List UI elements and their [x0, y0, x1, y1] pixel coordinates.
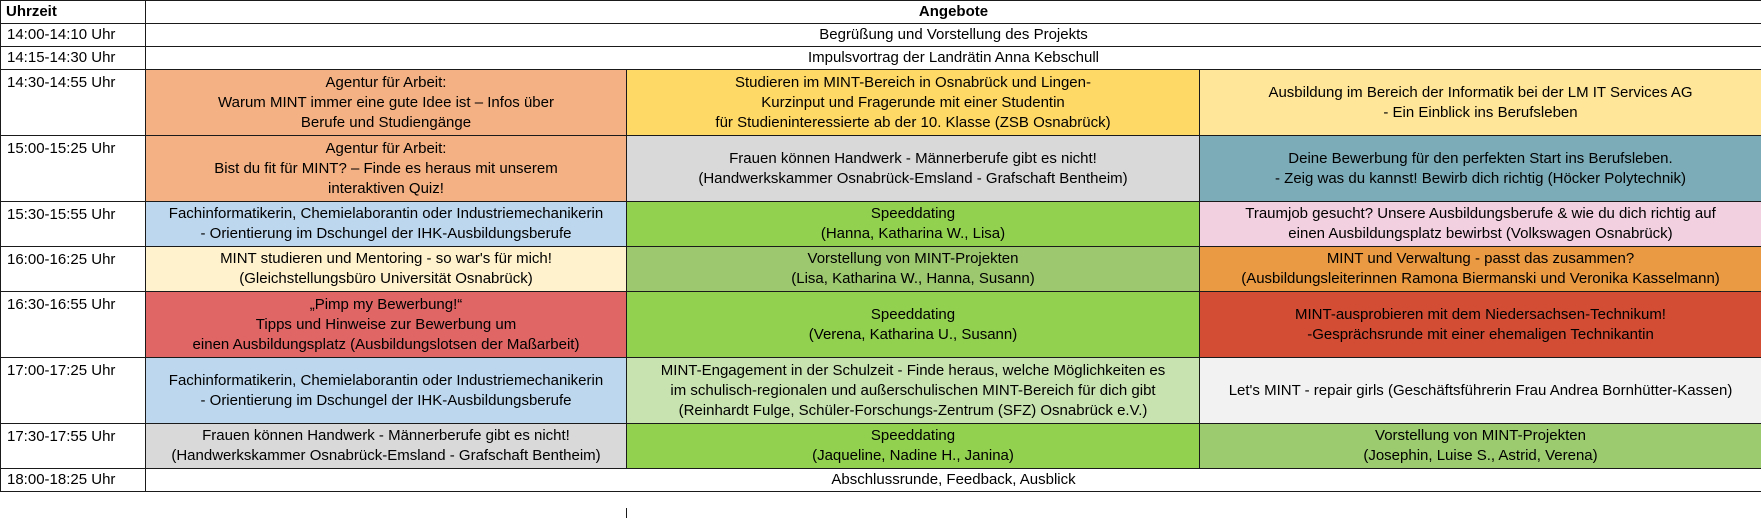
time-slot: 16:00-16:25 Uhr — [1, 247, 146, 292]
time-slot: 17:00-17:25 Uhr — [1, 358, 146, 424]
session-cell: Let's MINT - repair girls (Geschäftsführerin Frau Andrea Bornhütter-Kassen) — [1200, 358, 1761, 424]
grid-line — [626, 508, 627, 518]
schedule-row — [1, 469, 1761, 492]
time-slot: 15:30-15:55 Uhr — [1, 202, 146, 247]
time-slot: 18:00-18:25 Uhr — [1, 469, 146, 492]
session-cell: Ausbildung im Bereich der Informatik bei der LM IT Services AG - Ein Einblick ins Berufsleben — [1200, 70, 1761, 136]
session-cell: Traumjob gesucht? Unsere Ausbildungsberufe & wie du dich richtig auf einen Ausbildungsplatz bewirbst (Volkswagen Osnabrück) — [1200, 202, 1761, 247]
plenary-session: Begrüßung und Vorstellung des Projekts — [146, 24, 1761, 47]
time-slot: 14:15-14:30 Uhr — [1, 47, 146, 70]
schedule-row — [1, 292, 1761, 358]
session-cell: Vorstellung von MINT-Projekten (Lisa, Katharina W., Hanna, Susann) — [627, 247, 1200, 292]
session-cell: Studieren im MINT-Bereich in Osnabrück und Lingen- Kurzinput und Fragerunde mit einer Studentin für Studieninteressierte ab der 10. Klasse (ZSB Osnabrück) — [627, 70, 1200, 136]
header-offers: Angebote — [146, 1, 1761, 24]
session-cell: Agentur für Arbeit: Bist du fit für MINT? – Finde es heraus mit unserem interaktiven Quiz! — [146, 136, 627, 202]
session-cell: Fachinformatikerin, Chemielaborantin oder Industriemechanikerin - Orientierung im Dschungel der IHK-Ausbildungsberufe — [146, 202, 627, 247]
schedule-row — [1, 136, 1761, 202]
session-cell: Speeddating (Verena, Katharina U., Susann) — [627, 292, 1200, 358]
session-cell: MINT-ausprobieren mit dem Niedersachsen-Technikum! -Gesprächsrunde mit einer ehemaligen Technikantin — [1200, 292, 1761, 358]
time-slot: 14:30-14:55 Uhr — [1, 70, 146, 136]
plenary-session: Abschlussrunde, Feedback, Ausblick — [146, 469, 1761, 492]
session-cell: Speeddating (Hanna, Katharina W., Lisa) — [627, 202, 1200, 247]
schedule-row — [1, 47, 1761, 70]
schedule-row — [1, 247, 1761, 292]
time-slot: 16:30-16:55 Uhr — [1, 292, 146, 358]
plenary-session: Impulsvortrag der Landrätin Anna Kebschull — [146, 47, 1761, 70]
session-cell: Vorstellung von MINT-Projekten (Josephin, Luise S., Astrid, Verena) — [1200, 424, 1761, 469]
session-cell: Frauen können Handwerk - Männerberufe gibt es nicht! (Handwerkskammer Osnabrück-Emsland - Grafschaft Bentheim) — [146, 424, 627, 469]
session-cell: MINT und Verwaltung - passt das zusammen? (Ausbildungsleiterinnen Ramona Biermanski und Veronika Kasselmann) — [1200, 247, 1761, 292]
schedule-row — [1, 202, 1761, 247]
time-slot: 17:30-17:55 Uhr — [1, 424, 146, 469]
header-row — [1, 1, 1761, 24]
session-cell: MINT-Engagement in der Schulzeit - Finde heraus, welche Möglichkeiten es im schulisch-regionalen und außerschulischen MINT-Bereich für dich gibt (Reinhardt Fulge, Schüler-Forschungs-Zentrum (SFZ) Osnabrück e.V.) — [627, 358, 1200, 424]
header-time: Uhrzeit — [1, 1, 146, 24]
schedule-row — [1, 24, 1761, 47]
session-cell: Speeddating (Jaqueline, Nadine H., Janina) — [627, 424, 1200, 469]
session-cell: „Pimp my Bewerbung!“ Tipps und Hinweise zur Bewerbung um einen Ausbildungsplatz (Ausbildungslotsen der Maßarbeit) — [146, 292, 627, 358]
time-slot: 15:00-15:25 Uhr — [1, 136, 146, 202]
session-cell: Frauen können Handwerk - Männerberufe gibt es nicht! (Handwerkskammer Osnabrück-Emsland - Grafschaft Bentheim) — [627, 136, 1200, 202]
session-cell: Agentur für Arbeit: Warum MINT immer eine gute Idee ist – Infos über Berufe und Studiengänge — [146, 70, 627, 136]
time-slot: 14:00-14:10 Uhr — [1, 24, 146, 47]
session-cell: Deine Bewerbung für den perfekten Start ins Berufsleben. - Zeig was du kannst! Bewirb dich richtig (Höcker Polytechnik) — [1200, 136, 1761, 202]
session-cell: Fachinformatikerin, Chemielaborantin oder Industriemechanikerin - Orientierung im Dschungel der IHK-Ausbildungsberufe — [146, 358, 627, 424]
schedule-row — [1, 358, 1761, 424]
schedule-row — [1, 70, 1761, 136]
session-cell: MINT studieren und Mentoring - so war's für mich! (Gleichstellungsbüro Universität Osnabrück) — [146, 247, 627, 292]
schedule-row — [1, 424, 1761, 469]
